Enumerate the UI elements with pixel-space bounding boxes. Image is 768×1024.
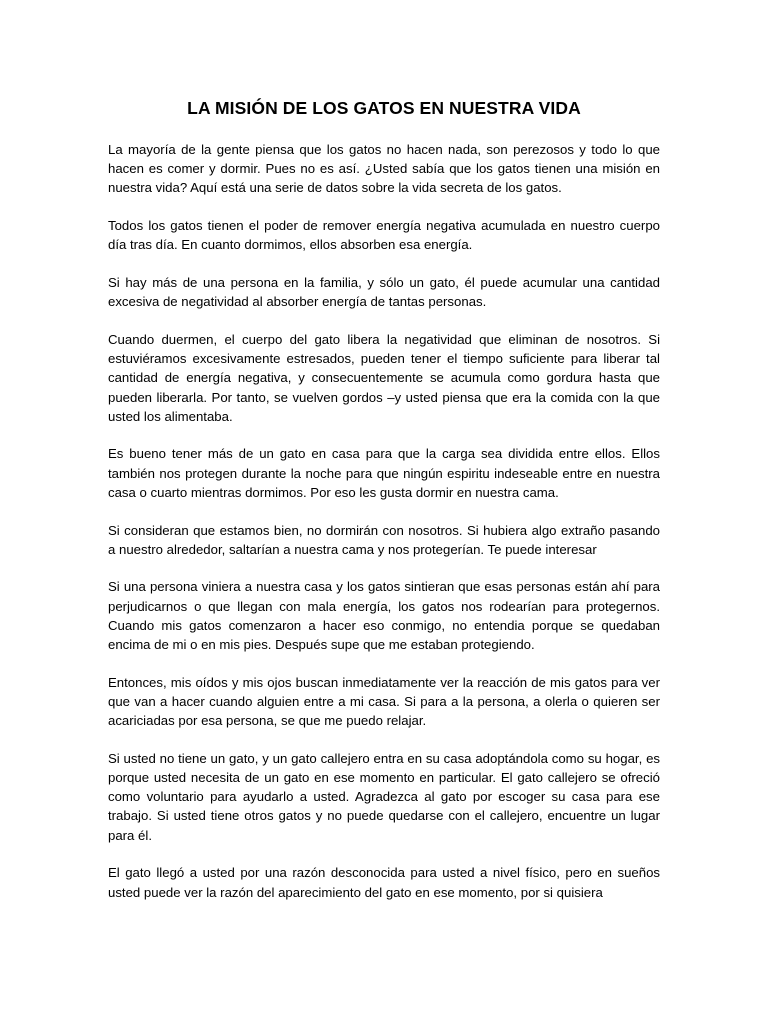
paragraph: El gato llegó a usted por una razón desconocida para usted a nivel físico, pero en sueños usted puede ver la razón del aparecimiento del gato en ese momento, por si quisiera [108,865,660,900]
paragraph: Cuando duermen, el cuerpo del gato libera la negatividad que eliminan de nosotros. Si estuviéramos excesivamente estresados, pueden tener el tiempo suficiente para liberar tal cantidad de energía negativa, y consecuentemente se acumula como gordura hasta que pueden liberarla. Por tanto, se vuelven gordos –y usted piensa que era la comida con la que usted los alimentaba. [108,331,660,424]
paragraph: Si consideran que estamos bien, no dormirán con nosotros. Si hubiera algo extraño pasando a nuestro alrededor, saltarían a nuestra cama y nos protegerían. Te puede interesar [108,522,660,557]
paragraph: Si usted no tiene un gato, y un gato callejero entra en su casa adoptándola como su hogar, es porque usted necesita de un gato en ese momento en particular. El gato callejero se ofreció como voluntario para ayudarlo a usted. Agradezca al gato por escoger su casa para ese trabajo. Si usted tiene otros gatos y no puede quedarse con el callejero, encuentre un lugar para él. [108,750,660,843]
paragraph: Es bueno tener más de un gato en casa para que la carga sea dividida entre ellos. Ellos también nos protegen durante la noche para que ningún espiritu indeseable entre en nuestra casa o cuarto mientras dormimos. Por eso les gusta dormir en nuestra cama. [108,446,660,500]
document-body [108,140,660,920]
paragraph: Entonces, mis oídos y mis ojos buscan inmediatamente ver la reacción de mis gatos para ver que van a hacer cuando alguien entre a mi casa. Si para a la persona, a olerla o quieren ser acariciadas por esa persona, se que me puedo relajar. [108,674,660,729]
paragraph: La mayoría de la gente piensa que los gatos no hacen nada, son perezosos y todo lo que hacen es comer y dormir. Pues no es así. ¿Usted sabía que los gatos tienen una misión en nuestra vida? Aquí está una serie de datos sobre la vida secreta de los gatos. [108,142,660,196]
paragraph: Todos los gatos tienen el poder de remover energía negativa acumulada en nuestro cuerpo día tras día. En cuanto dormimos, ellos absorben esa energía. [108,218,660,253]
paragraph: Si hay más de una persona en la familia, y sólo un gato, él puede acumular una cantidad excesiva de negatividad al absorber energía de tantas personas. [108,275,660,310]
document-title: LA MISIÓN DE LOS GATOS EN NUESTRA VIDA [187,98,581,118]
paragraph: Si una persona viniera a nuestra casa y los gatos sintieran que esas personas están ahí para perjudicarnos o que llegan con mala energía, los gatos nos rodearían para protegernos. Cuando mis gatos comenzaron a hacer eso conmigo, no entendia porque se quedaban encima de mi o en mis pies. Después supe que me estaban protegiendo. [108,579,660,653]
